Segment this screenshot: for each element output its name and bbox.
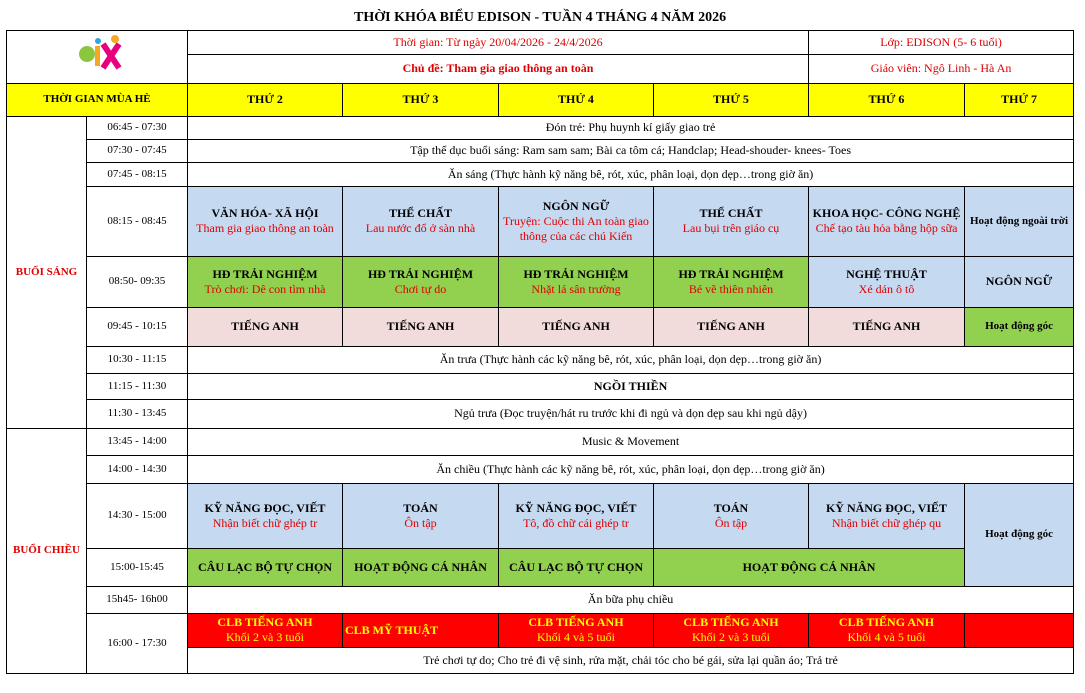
activity-cell: HĐ TRẢI NGHIỆM Bé vẽ thiên nhiên bbox=[654, 256, 809, 307]
time-slot: 14:30 - 15:00 bbox=[87, 483, 188, 548]
activity-cell: Hoạt động ngoài trời bbox=[965, 186, 1074, 256]
activity-cell: CÂU LẠC BỘ TỰ CHỌN bbox=[188, 548, 343, 586]
club-cell: CLB TIẾNG ANH Khối 2 và 3 tuổi bbox=[654, 613, 809, 647]
time-slot: 08:50- 09:35 bbox=[87, 256, 188, 307]
header-day: THỨ 5 bbox=[654, 83, 809, 116]
club-cell: CLB TIẾNG ANH Khối 2 và 3 tuổi bbox=[188, 613, 343, 647]
header-day: THỨ 3 bbox=[343, 83, 499, 116]
session-morning: BUỔI SÁNG bbox=[7, 116, 87, 428]
time-slot: 16:00 - 17:30 bbox=[87, 613, 188, 673]
club-cell: CLB TIẾNG ANH Khối 4 và 5 tuổi bbox=[499, 613, 654, 647]
activity-cell: TIẾNG ANH bbox=[343, 307, 499, 346]
activity-cell: THỂ CHẤT Lau bụi trên giáo cụ bbox=[654, 186, 809, 256]
time-slot: 15:00-15:45 bbox=[87, 548, 188, 586]
time-slot: 13:45 - 14:00 bbox=[87, 428, 188, 455]
session-afternoon: BUỔI CHIỀU bbox=[7, 428, 87, 673]
activity-cell: HOẠT ĐỘNG CÁ NHÂN bbox=[343, 548, 499, 586]
activity-full: NGỒI THIỀN bbox=[188, 373, 1074, 399]
activity-full: Ăn trưa (Thực hành các kỹ năng bê, rót, xúc, phân loại, dọn dẹp…trong giờ ăn) bbox=[188, 346, 1074, 373]
time-range: Thời gian: Từ ngày 20/04/2026 - 24/4/2026 bbox=[188, 30, 809, 54]
page-title: THỜI KHÓA BIỂU EDISON - TUẦN 4 THÁNG 4 NĂM 2026 bbox=[7, 6, 1074, 30]
theme: Chủ đề: Tham gia giao thông an toàn bbox=[188, 54, 809, 83]
time-slot: 10:30 - 11:15 bbox=[87, 346, 188, 373]
teacher: Giáo viên: Ngô Linh - Hà An bbox=[809, 54, 1074, 83]
activity-cell: Hoạt động góc bbox=[965, 483, 1074, 586]
activity-full: Music & Movement bbox=[188, 428, 1074, 455]
time-slot: 09:45 - 10:15 bbox=[87, 307, 188, 346]
header-day: THỨ 7 bbox=[965, 83, 1074, 116]
time-slot: 11:15 - 11:30 bbox=[87, 373, 188, 399]
header-day: THỨ 2 bbox=[188, 83, 343, 116]
time-slot: 07:45 - 08:15 bbox=[87, 162, 188, 186]
header-time: THỜI GIAN MÙA HÈ bbox=[7, 83, 188, 116]
activity-full: Ăn sáng (Thực hành kỹ năng bê, rót, xúc, phân loại, dọn dẹp…trong giờ ăn) bbox=[188, 162, 1074, 186]
activity-full: Ăn bữa phụ chiều bbox=[188, 586, 1074, 613]
activity-full: Ngủ trưa (Đọc truyện/hát ru trước khi đi ngủ và dọn dẹp sau khi ngủ dậy) bbox=[188, 399, 1074, 428]
activity-cell: TOÁN Ôn tập bbox=[343, 483, 499, 548]
activity-cell: TIẾNG ANH bbox=[188, 307, 343, 346]
header-day: THỨ 6 bbox=[809, 83, 965, 116]
activity-cell: THỂ CHẤT Lau nước đổ ở sàn nhà bbox=[343, 186, 499, 256]
activity-full: Đón trẻ: Phụ huynh kí giấy giao trẻ bbox=[188, 116, 1074, 139]
activity-cell: TOÁN Ôn tập bbox=[654, 483, 809, 548]
timetable bbox=[6, 6, 1074, 674]
time-slot: 11:30 - 13:45 bbox=[87, 399, 188, 428]
activity-cell: HĐ TRẢI NGHIỆM Nhặt lá sân trường bbox=[499, 256, 654, 307]
activity-cell: NGÔN NGỮ bbox=[965, 256, 1074, 307]
activity-cell: HĐ TRẢI NGHIỆM Trò chơi: Dê con tìm nhà bbox=[188, 256, 343, 307]
class-name: Lớp: EDISON (5- 6 tuổi) bbox=[809, 30, 1074, 54]
activity-cell: KỸ NĂNG ĐỌC, VIẾT Tô, đồ chữ cái ghép tr bbox=[499, 483, 654, 548]
club-cell: CLB MỸ THUẬT bbox=[343, 613, 499, 647]
time-slot: 06:45 - 07:30 bbox=[87, 116, 188, 139]
activity-cell: HOẠT ĐỘNG CÁ NHÂN bbox=[654, 548, 965, 586]
activity-cell: NGHỆ THUẬT Xé dán ô tô bbox=[809, 256, 965, 307]
activity-cell: KỸ NĂNG ĐỌC, VIẾT Nhận biết chữ ghép qu bbox=[809, 483, 965, 548]
activity-cell: VĂN HÓA- XÃ HỘI Tham gia giao thông an toàn bbox=[188, 186, 343, 256]
logo bbox=[7, 30, 188, 83]
activity-full: Tập thể dục buổi sáng: Ram sam sam; Bài ca tôm cá; Handclap; Head-shouder- knees- Toes bbox=[188, 139, 1074, 162]
activity-cell: TIẾNG ANH bbox=[809, 307, 965, 346]
club-cell-empty bbox=[965, 613, 1074, 647]
activity-cell: Hoạt động góc bbox=[965, 307, 1074, 346]
activity-cell: KỸ NĂNG ĐỌC, VIẾT Nhận biết chữ ghép tr bbox=[188, 483, 343, 548]
activity-cell: TIẾNG ANH bbox=[654, 307, 809, 346]
time-slot: 14:00 - 14:30 bbox=[87, 455, 188, 483]
activity-cell: TIẾNG ANH bbox=[499, 307, 654, 346]
activity-cell: CÂU LẠC BỘ TỰ CHỌN bbox=[499, 548, 654, 586]
time-slot: 15h45- 16h00 bbox=[87, 586, 188, 613]
activity-cell: NGÔN NGỮ Truyện: Cuộc thi An toàn giao thông của các chú Kiến bbox=[499, 186, 654, 256]
header-day: THỨ 4 bbox=[499, 83, 654, 116]
activity-full: Trẻ chơi tự do; Cho trẻ đi vệ sinh, rửa mặt, chải tóc cho bé gái, sửa lại quần áo; Trả trẻ bbox=[188, 647, 1074, 673]
activity-cell: KHOA HỌC- CÔNG NGHỆ Chế tạo tàu hỏa bằng hộp sữa bbox=[809, 186, 965, 256]
club-cell: CLB TIẾNG ANH Khối 4 và 5 tuổi bbox=[809, 613, 965, 647]
time-slot: 08:15 - 08:45 bbox=[87, 186, 188, 256]
time-slot: 07:30 - 07:45 bbox=[87, 139, 188, 162]
activity-full: Ăn chiều (Thực hành các kỹ năng bê, rót, xúc, phân loại, dọn dẹp…trong giờ ăn) bbox=[188, 455, 1074, 483]
activity-cell: HĐ TRẢI NGHIỆM Chơi tự do bbox=[343, 256, 499, 307]
